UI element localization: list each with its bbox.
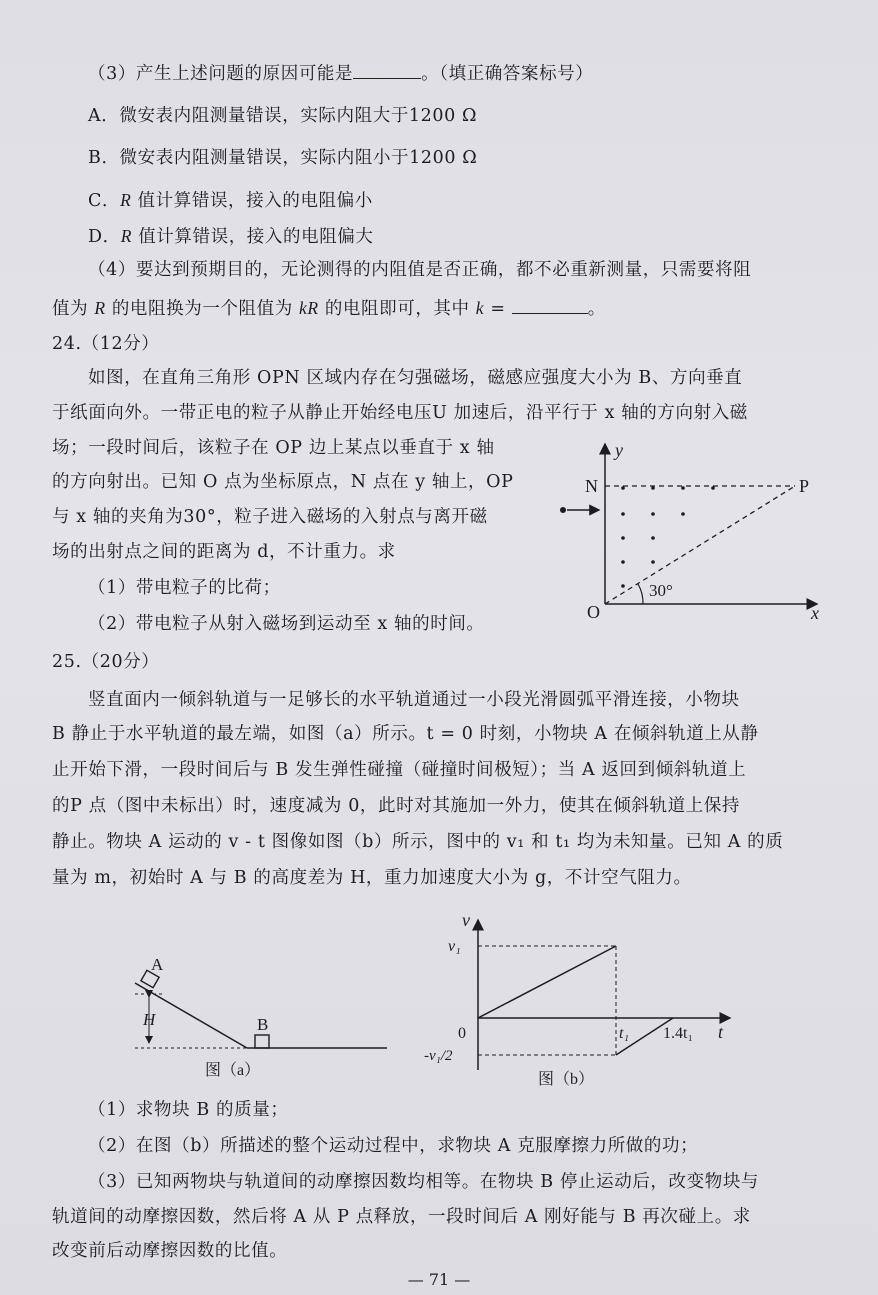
q3-line: （3）产生上述问题的原因可能是 。（填正确答案标号） bbox=[88, 64, 594, 84]
q24-sub2: （2）带电粒子从射入磁场到运动至 x 轴的时间。 bbox=[88, 614, 485, 634]
vt-graph-figure-b bbox=[418, 910, 738, 1090]
q4-line1: （4）要达到预期目的，无论测得的内阻值是否正确，都不必重新测量，只需要将阻 bbox=[88, 260, 752, 280]
q3-answer-blank[interactable] bbox=[353, 62, 421, 79]
particle-dot bbox=[560, 507, 566, 513]
label-y: y bbox=[615, 440, 623, 460]
q25-sub2: （2）在图（b）所描述的整个运动过程中，求物块 A 克服摩擦力所做的功； bbox=[88, 1136, 699, 1156]
incline-figure-a bbox=[125, 955, 400, 1090]
label-v: v bbox=[462, 910, 470, 930]
q25-text: 静止。物块 A 运动的 v - t 图像如图（b）所示，图中的 v₁ 和 t₁ 均为未知量。已知 A 的质 bbox=[52, 832, 784, 852]
label-t: t bbox=[718, 1022, 724, 1042]
q25-text: 的P 点（图中未标出）时，速度减为 0，此时对其施加一外力，使其在倾斜轨道上保持 bbox=[52, 796, 741, 816]
q24-text: 场的出射点之间的距离为 d，不计重力。求 bbox=[52, 542, 396, 562]
label-1-4t1: 1.4t₁ bbox=[663, 1025, 694, 1042]
q25-text: 量为 m，初始时 A 与 B 的高度差为 H，重力加速度大小为 g，不计空气阻力。 bbox=[52, 868, 692, 888]
q4-answer-blank[interactable] bbox=[512, 297, 588, 314]
option-a: A．微安表内阻测量错误，实际内阻大于1200 Ω bbox=[88, 106, 478, 126]
label-t1: t₁ bbox=[619, 1025, 630, 1042]
field-dots bbox=[621, 486, 715, 588]
q25-text: 竖直面内一倾斜轨道与一足够长的水平轨道通过一小段光滑圆弧平滑连接，小物块 bbox=[88, 690, 740, 710]
q25-sub3-line3: 改变前后动摩擦因数的比值。 bbox=[52, 1241, 288, 1261]
block-b bbox=[255, 1035, 269, 1048]
q24-text: 于纸面向外。一带正电的粒子从静止开始经电压U 加速后，沿平行于 x 轴的方向射入磁 bbox=[52, 403, 748, 423]
option-c: C．R 值计算错误，接入的电阻偏小 bbox=[88, 190, 373, 211]
label-x: x bbox=[811, 603, 819, 620]
q24-text: 场；一段时间后，该粒子在 OP 边上某点以垂直于 x 轴 bbox=[52, 438, 495, 458]
label-v1: v₁ bbox=[448, 938, 461, 955]
label-neg-v1-half: -v₁/2 bbox=[424, 1048, 453, 1064]
q24-text: 如图，在直角三角形 OPN 区域内存在匀强磁场，磁感应强度大小为 B、方向垂直 bbox=[88, 368, 743, 388]
magnetic-field-figure bbox=[555, 438, 835, 620]
label-a: A bbox=[151, 955, 164, 974]
q25-text: 止开始下滑，一段时间后与 B 发生弹性碰撞（碰撞时间极短）；当 A 返回到倾斜轨道上 bbox=[52, 760, 747, 780]
q25-sub1: （1）求物块 B 的质量； bbox=[88, 1100, 289, 1120]
label-n: N bbox=[585, 476, 598, 496]
q25-sub3-line1: （3）已知两物块与轨道间的动摩擦因数均相等。在物块 B 停止运动后，改变物块与 bbox=[88, 1172, 760, 1192]
q24-sub1: （1）带电粒子的比荷； bbox=[88, 578, 281, 598]
q24-text: 与 x 轴的夹角为30°，粒子进入磁场的入射点与离开磁 bbox=[52, 507, 488, 527]
option-d: D．R 值计算错误，接入的电阻偏大 bbox=[88, 226, 374, 247]
q24-header: 24.（12分） bbox=[52, 334, 160, 354]
q25-header: 25.（20分） bbox=[52, 652, 160, 672]
angle-label: 30° bbox=[649, 581, 673, 600]
page-number: — 71 — bbox=[407, 1270, 471, 1289]
vt-line-down bbox=[478, 946, 616, 1018]
angle-arc bbox=[638, 584, 643, 604]
caption-a: 图（a） bbox=[205, 1062, 261, 1079]
label-h: H bbox=[143, 1010, 156, 1029]
label-p: P bbox=[799, 476, 810, 496]
q24-text: 的方向射出。已知 O 点为坐标原点，N 点在 y 轴上，OP bbox=[52, 472, 514, 492]
q4-line2: 值为 R 的电阻换为一个阻值为 kR 的电阻即可，其中 k = 。 bbox=[52, 298, 606, 319]
label-o: O bbox=[587, 602, 600, 620]
q25-text: B 静止于水平轨道的最左端，如图（a）所示。t = 0 时刻，小物块 A 在倾斜轨道上从静 bbox=[52, 724, 759, 744]
op-edge bbox=[605, 486, 795, 604]
caption-b: 图（b） bbox=[538, 1071, 595, 1088]
label-origin: 0 bbox=[458, 1025, 466, 1042]
option-b: B．微安表内阻测量错误，实际内阻小于1200 Ω bbox=[88, 148, 478, 168]
q25-sub3-line2: 轨道间的动摩擦因数，然后将 A 从 P 点释放，一段时间后 A 刚好能与 B 再次碰上。求 bbox=[52, 1207, 751, 1227]
label-b: B bbox=[257, 1015, 269, 1034]
